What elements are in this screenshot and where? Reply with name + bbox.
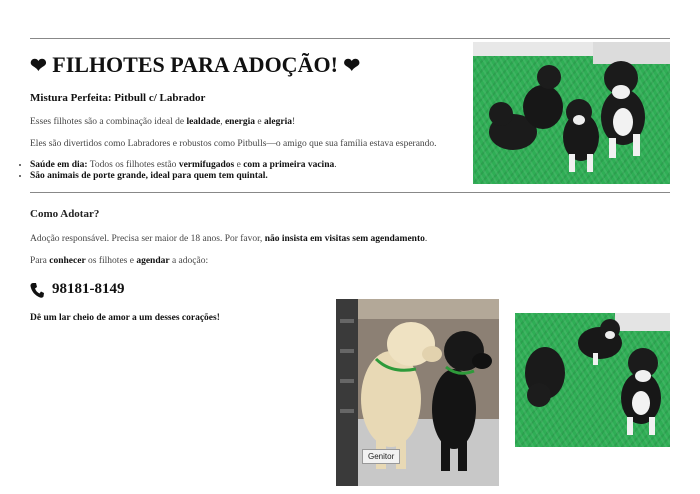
- list-item: • Saúde em dia: Todos os filhotes estão vermifugados e com a primeira vacina.: [30, 160, 337, 170]
- closing-message: Dê um lar cheio de amor a um desses corações!: [30, 313, 220, 323]
- title-text: FILHOTES PARA ADOÇÃO!: [52, 52, 338, 77]
- phone-number[interactable]: 98181-8149: [52, 281, 125, 297]
- heart-icon: ❤: [30, 55, 47, 77]
- puppies-photo-top: [473, 42, 670, 184]
- adopt-heading: Como Adotar?: [30, 208, 100, 220]
- page-title: [30, 52, 360, 78]
- puppies-illustration: [515, 313, 670, 447]
- phone-icon: [30, 282, 44, 298]
- parents-illustration: [336, 299, 499, 486]
- parents-photo: [336, 299, 499, 486]
- description-paragraph: Eles são divertidos como Labradores e robustos como Pitbulls—o amigo que sua família estava esperando.: [30, 139, 437, 149]
- info-list: [18, 160, 337, 182]
- phone-contact[interactable]: [30, 281, 125, 298]
- heart-icon: ❤: [343, 55, 361, 77]
- puppies-photo-bottom: [515, 313, 670, 447]
- middle-divider: [30, 192, 670, 193]
- adopt-rules: Adoção responsável. Precisa ser maior de 18 anos. Por favor, não insista em visitas sem agendamento.: [30, 234, 428, 244]
- top-divider: [30, 38, 670, 39]
- list-item: • São animais de porte grande, ideal para quem tem quintal.: [30, 171, 337, 181]
- intro-paragraph: Esses filhotes são a combinação ideal de lealdade, energia e alegria!: [30, 117, 296, 127]
- subtitle: Mistura Perfeita: Pitbull c/ Labrador: [30, 92, 206, 104]
- puppies-illustration: [473, 42, 670, 184]
- parents-caption: Genitor: [362, 449, 400, 464]
- adopt-contact-intro: Para conhecer os filhotes e agendar a adoção:: [30, 256, 209, 266]
